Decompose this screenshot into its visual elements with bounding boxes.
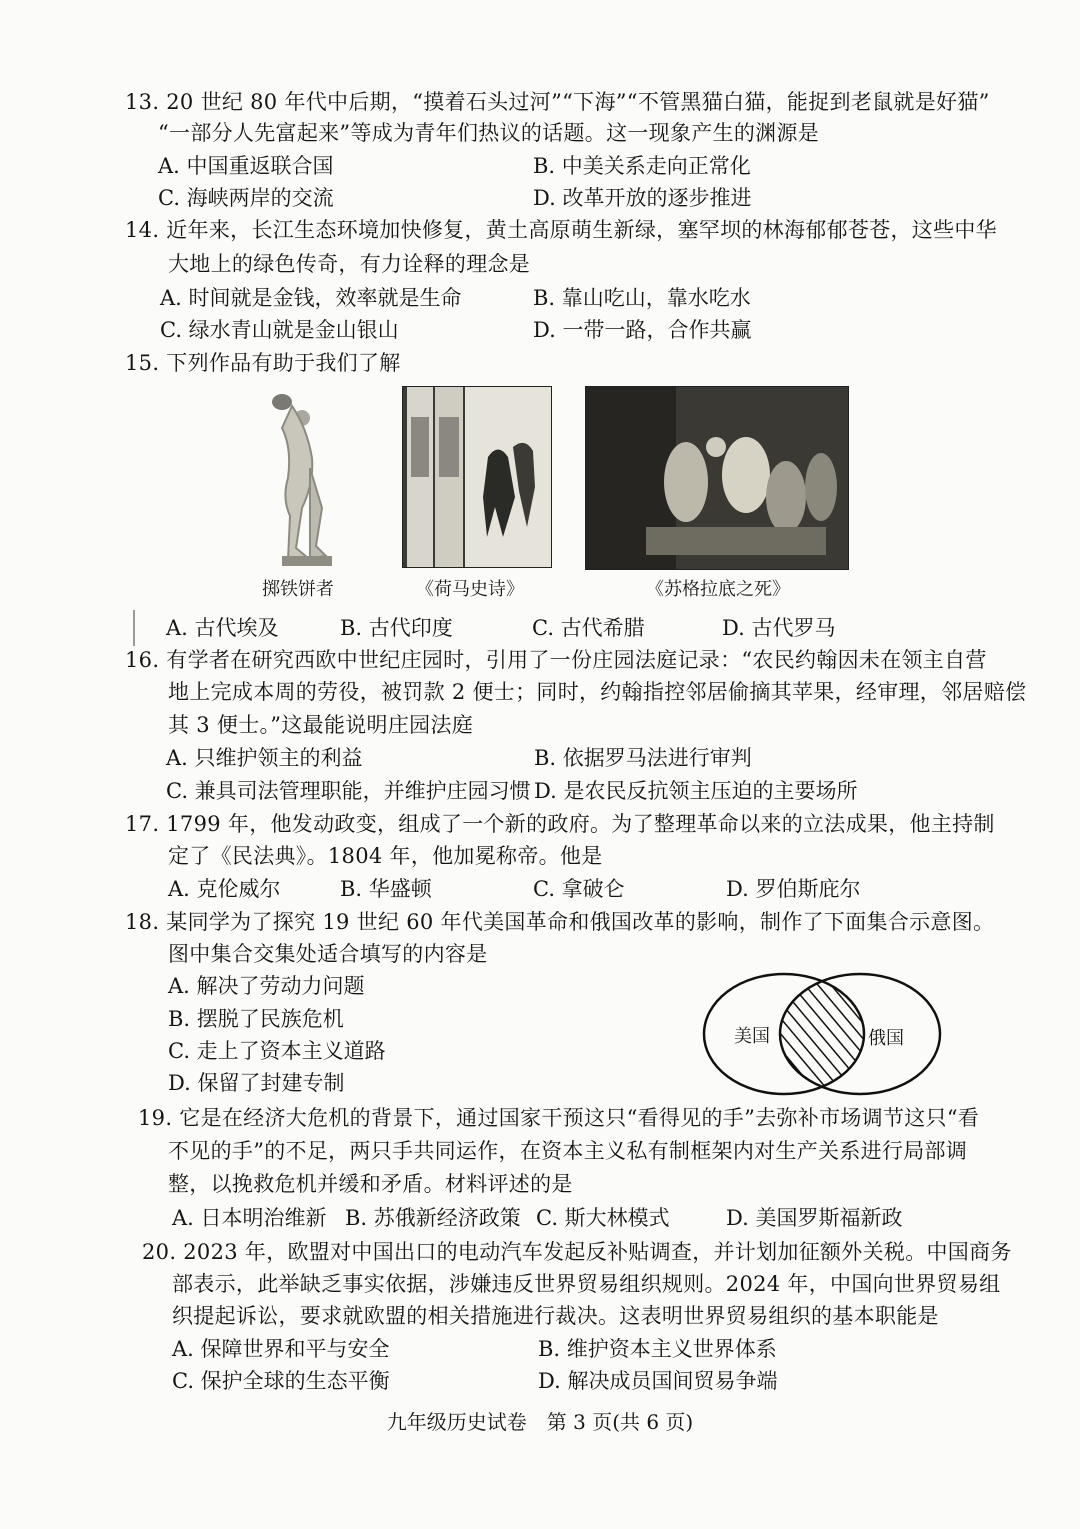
page-footer: 九年级历史试卷 第 3 页(共 6 页)	[386, 1410, 694, 1434]
death-of-socrates-painting-image	[585, 386, 849, 570]
q13-option-c: C. 海峡两岸的交流	[158, 186, 334, 210]
q20-stem-line1: 20. 2023 年，欧盟对中国出口的电动汽车发起反补贴调查，并计划加征额外关税。中国商务	[142, 1240, 1012, 1264]
q19-option-d: D. 美国罗斯福新政	[726, 1206, 903, 1230]
q20-option-d: D. 解决成员国间贸易争端	[538, 1369, 778, 1393]
q14-stem-line2: 大地上的绿色传奇，有力诠释的理念是	[168, 252, 531, 276]
q16-stem-line2: 地上完成本周的劳役，被罚款 2 便士；同时，约翰指控邻居偷摘其苹果，经审理，邻居赔偿	[168, 680, 1027, 704]
q16-option-a: A. 只维护领主的利益	[166, 746, 363, 770]
q17-option-b: B. 华盛顿	[340, 877, 432, 901]
q13-option-a: A. 中国重返联合国	[158, 154, 334, 178]
q14-option-d: D. 一带一路，合作共赢	[533, 318, 752, 342]
q14-option-b: B. 靠山吃山，靠水吃水	[533, 286, 751, 310]
venn-label-russia: 俄国	[868, 1028, 904, 1049]
homer-epic-book-image	[402, 386, 552, 568]
venn-label-usa: 美国	[734, 1026, 770, 1047]
q20-option-b: B. 维护资本主义世界体系	[538, 1337, 777, 1361]
q13-option-d: D. 改革开放的逐步推进	[533, 186, 752, 210]
q13-option-b: B. 中美关系走向正常化	[533, 154, 751, 178]
q19-stem-line3: 整，以挽救危机并缓和矛盾。材料评述的是	[168, 1172, 573, 1196]
q19-stem-line1: 19. 它是在经济大危机的背景下，通过国家干预这只“看得见的手”去弥补市场调节这只“看	[138, 1106, 980, 1130]
q20-option-a: A. 保障世界和平与安全	[172, 1337, 390, 1361]
q17-option-c: C. 拿破仑	[533, 877, 625, 901]
q13-stem-line2: “一部分人先富起来”等成为青年们热议的话题。这一现象产生的渊源是	[158, 121, 820, 145]
scan-margin-mark	[133, 610, 135, 646]
q17-stem-line1: 17. 1799 年，他发动政变，组成了一个新的政府。为了整理革命以来的立法成果，他主持制	[125, 812, 995, 836]
q15-stem: 15. 下列作品有助于我们了解	[125, 351, 401, 375]
q18-stem-line1: 18. 某同学为了探究 19 世纪 60 年代美国革命和俄国改革的影响，制作了下面集合示意图。	[125, 910, 995, 934]
q17-option-a: A. 克伦威尔	[168, 877, 281, 901]
q16-option-d: D. 是农民反抗领主压迫的主要场所	[534, 779, 858, 803]
caption-death-of-socrates: 《苏格拉底之死》	[646, 579, 790, 600]
q19-stem-line2: 不见的手”的不足，两只手共同运作，在资本主义私有制框架内对生产关系进行局部调	[168, 1139, 968, 1163]
q16-stem-line1: 16. 有学者在研究西欧中世纪庄园时，引用了一份庄园法庭记录：“农民约翰因未在领主自营	[125, 648, 987, 672]
discobolus-statue-image	[252, 388, 342, 568]
q14-option-a: A. 时间就是金钱，效率就是生命	[160, 286, 462, 310]
caption-homer-epic: 《荷马史诗》	[416, 579, 524, 600]
q20-stem-line2: 部表示，此举缺乏事实依据，涉嫌违反世界贸易组织规则。2024 年，中国向世界贸易组	[172, 1272, 1001, 1296]
q18-option-d: D. 保留了封建专制	[168, 1071, 345, 1095]
q15-option-d: D. 古代罗马	[722, 616, 836, 640]
q18-stem-line2: 图中集合交集处适合填写的内容是	[168, 942, 488, 966]
venn-diagram	[700, 970, 944, 1098]
q17-option-d: D. 罗伯斯庇尔	[726, 877, 861, 901]
q20-option-c: C. 保护全球的生态平衡	[172, 1369, 390, 1393]
q16-stem-line3: 其 3 便士。”这最能说明庄园法庭	[168, 713, 474, 737]
q16-option-b: B. 依据罗马法进行审判	[534, 746, 752, 770]
q17-stem-line2: 定了《民法典》。1804 年，他加冕称帝。他是	[168, 844, 603, 868]
q16-option-c: C. 兼具司法管理职能，并维护庄园习惯	[166, 779, 531, 803]
q14-option-c: C. 绿水青山就是金山银山	[160, 318, 399, 342]
q18-option-a: A. 解决了劳动力问题	[168, 974, 365, 998]
caption-discobolus: 掷铁饼者	[262, 579, 334, 600]
q20-stem-line3: 织提起诉讼，要求就欧盟的相关措施进行裁决。这表明世界贸易组织的基本职能是	[172, 1304, 939, 1328]
q19-option-a: A. 日本明治维新	[172, 1206, 327, 1230]
q18-option-b: B. 摆脱了民族危机	[168, 1007, 344, 1031]
q15-option-a: A. 古代埃及	[166, 616, 279, 640]
q15-option-b: B. 古代印度	[340, 616, 453, 640]
q19-option-b: B. 苏俄新经济政策	[345, 1206, 521, 1230]
q13-stem-line1: 13. 20 世纪 80 年代中后期，“摸着石头过河”“下海”“不管黑猫白猫，能捉到老鼠就是好猫”	[125, 90, 990, 114]
q14-stem-line1: 14. 近年来，长江生态环境加快修复，黄土高原萌生新绿，塞罕坝的林海郁郁苍苍，这些中华	[125, 218, 997, 242]
q19-option-c: C. 斯大林模式	[536, 1206, 670, 1230]
q15-option-c: C. 古代希腊	[532, 616, 645, 640]
q18-option-c: C. 走上了资本主义道路	[168, 1039, 386, 1063]
